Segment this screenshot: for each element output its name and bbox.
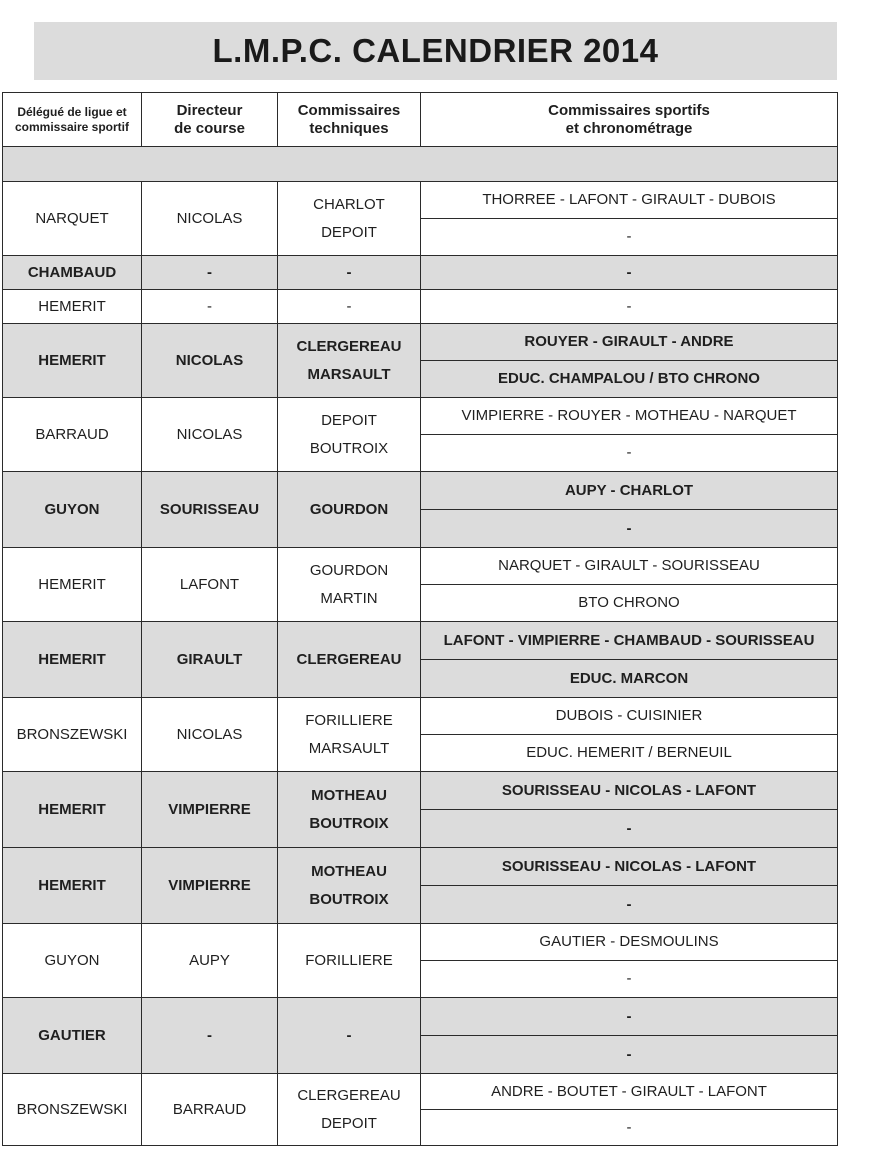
cell-directeur: NICOLAS [142,182,278,256]
cell-sportifs [421,472,838,548]
cell-delegue: BARRAUD [3,398,142,472]
sportifs-line: EDUC. CHAMPALOU / BTO CHRONO [421,360,837,397]
cell-directeur: LAFONT [142,548,278,622]
sportifs-line: BTO CHRONO [421,584,837,621]
cell-delegue: CHAMBAUD [3,256,142,290]
sportifs-line: NARQUET - GIRAULT - SOURISSEAU [498,557,760,574]
cell-sportifs [421,182,838,256]
sportifs-line: ROUYER - GIRAULT - ANDRE [524,333,734,350]
header-tech: Commissaires techniques [278,93,421,147]
cell-delegue: HEMERIT [3,622,142,698]
tech-name: BOUTROIX [309,890,389,908]
cell-tech [278,1074,421,1146]
sportifs-line: THORREE - LAFONT - GIRAULT - DUBOIS [482,191,776,208]
cell-directeur: NICOLAS [142,324,278,398]
cell-directeur: GIRAULT [142,622,278,698]
cell-delegue: NARQUET [3,182,142,256]
cell-sportifs [421,622,838,698]
cell-directeur: SOURISSEAU [142,472,278,548]
table-row [3,622,838,698]
tech-name: CHARLOT [313,195,385,213]
table-row [3,1074,838,1146]
sportifs-line: - [421,434,837,471]
cell-directeur: VIMPIERRE [142,772,278,848]
cell-tech [278,182,421,256]
cell-directeur: NICOLAS [142,398,278,472]
cell-sportifs [421,1074,838,1146]
table-row [3,398,838,472]
title-band [34,22,837,80]
tech-name: DEPOIT [321,223,377,241]
cell-sportifs [421,324,838,398]
sportifs-line: - [421,809,837,847]
cell-delegue: HEMERIT [3,290,142,324]
cell-delegue: GUYON [3,924,142,998]
sportifs-line: GAUTIER - DESMOULINS [539,933,719,950]
tech-name: GOURDON [309,561,389,579]
sportifs-line: - [421,218,837,255]
sportifs-line: - [421,960,837,997]
cell-delegue: GAUTIER [3,998,142,1074]
sportifs-line: - [421,509,837,547]
cell-directeur: - [142,998,278,1074]
tech-name: FORILLIERE [305,711,393,729]
tech-name: - [346,1026,352,1044]
cell-directeur: - [142,256,278,290]
cell-tech [278,998,421,1074]
header-row [3,93,838,147]
cell-directeur: AUPY [142,924,278,998]
table-row [3,182,838,256]
tech-name: FORILLIERE [305,951,393,969]
table-row [3,324,838,398]
cell-sportifs [421,398,838,472]
cell-tech [278,848,421,924]
cell-delegue: HEMERIT [3,324,142,398]
tech-name: GOURDON [309,500,389,518]
cell-tech [278,324,421,398]
cell-delegue: HEMERIT [3,548,142,622]
sportifs-line: SOURISSEAU - NICOLAS - LAFONT [501,781,757,799]
cell-delegue: BRONSZEWSKI [3,1074,142,1146]
tech-name: BOUTROIX [309,814,389,832]
calendar-table [2,92,838,1146]
tech-name: MOTHEAU [311,786,387,804]
cell-directeur: - [142,290,278,324]
table-row [3,472,838,548]
cell-sportifs [421,256,838,290]
tech-name: CLERGEREAU [296,650,402,668]
table-row [3,924,838,998]
sportifs-line: - [421,1035,837,1073]
tech-name: MARSAULT [308,739,390,757]
tech-name: BOUTROIX [309,439,389,457]
sportifs-line: - [421,885,837,923]
cell-directeur: VIMPIERRE [142,848,278,924]
tech-name: MARSAULT [307,365,391,383]
cell-directeur: BARRAUD [142,1074,278,1146]
sportifs-line: SOURISSEAU - NICOLAS - LAFONT [501,857,757,875]
tech-name: CLERGEREAU [296,337,402,355]
cell-tech [278,698,421,772]
sportifs-line: LAFONT - VIMPIERRE - CHAMBAUD - SOURISSEAU [443,631,815,649]
cell-tech [278,256,421,290]
header-sportifs: Commissaires sportifs et chronométrage [421,93,838,147]
cell-delegue: GUYON [3,472,142,548]
cell-tech [278,548,421,622]
cell-tech [278,622,421,698]
tech-name: - [346,263,352,281]
cell-delegue: BRONSZEWSKI [3,698,142,772]
cell-sportifs [421,548,838,622]
header-directeur: Directeur de course [142,93,278,147]
sportifs-line: VIMPIERRE - ROUYER - MOTHEAU - NARQUET [461,407,797,424]
table-row [3,290,838,324]
sportifs-line: EDUC. MARCON [421,659,837,697]
sportifs-line: EDUC. HEMERIT / BERNEUIL [421,734,837,771]
cell-delegue: HEMERIT [3,848,142,924]
cell-sportifs [421,924,838,998]
tech-name: DEPOIT [321,411,377,429]
separator-row [3,147,838,182]
tech-name: CLERGEREAU [297,1086,401,1104]
cell-sportifs [421,772,838,848]
cell-sportifs [421,290,838,324]
sportifs-line: - [626,1007,632,1025]
table-row [3,256,838,290]
sportifs-line: DUBOIS - CUISINIER [555,707,703,724]
cell-delegue: HEMERIT [3,772,142,848]
table-row [3,698,838,772]
sportifs-line: - [626,263,632,281]
cell-tech [278,290,421,324]
cell-directeur: NICOLAS [142,698,278,772]
tech-name: MARTIN [320,589,378,607]
page-title: L.M.P.C. CALENDRIER 2014 [212,32,659,69]
sportifs-line: AUPY - CHARLOT [564,481,694,499]
table-row [3,772,838,848]
sportifs-line: ANDRE - BOUTET - GIRAULT - LAFONT [491,1082,767,1100]
cell-sportifs [421,998,838,1074]
table-row [3,848,838,924]
cell-tech [278,924,421,998]
cell-tech [278,472,421,548]
sportifs-line: - [421,1109,837,1145]
cell-sportifs [421,848,838,924]
tech-name: DEPOIT [321,1114,377,1132]
table-row [3,998,838,1074]
header-delegue: Délégué de ligue et commissaire sportif [3,93,142,147]
table-row [3,548,838,622]
tech-name: - [346,297,352,315]
cell-tech [278,398,421,472]
cell-tech [278,772,421,848]
sportifs-line: - [626,297,632,315]
cell-sportifs [421,698,838,772]
tech-name: MOTHEAU [311,862,387,880]
